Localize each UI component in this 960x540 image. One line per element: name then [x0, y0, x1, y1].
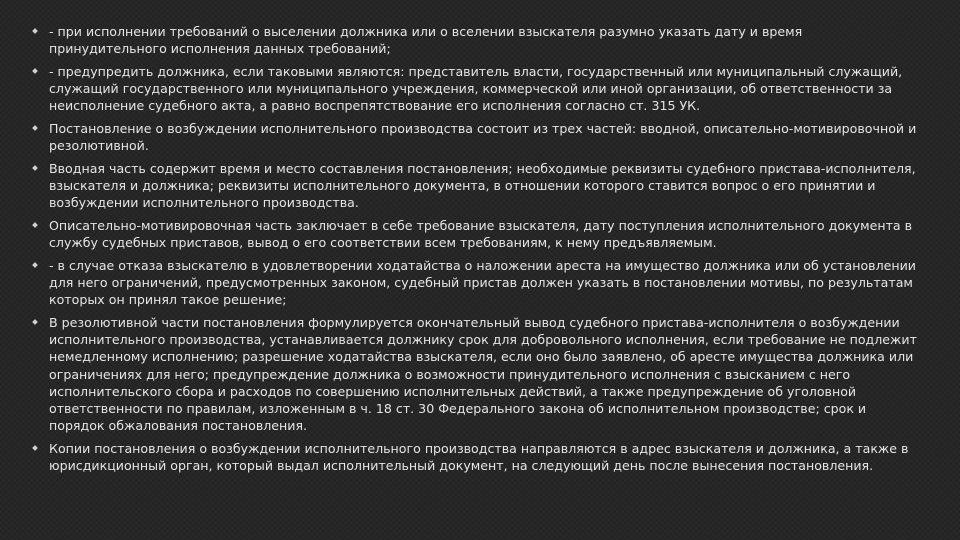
- bullet-item: [33, 160, 923, 212]
- bullet-text: Постановление о возбуждении исполнительного производства состоит из трех частей: вводной, описательно-мотивировочной и резолютивной.: [49, 121, 917, 154]
- bullet-item: [33, 440, 923, 474]
- bullet-item: [33, 63, 923, 115]
- diamond-bullet-icon: [32, 319, 38, 325]
- bullet-text: - предупредить должника, если таковыми являются: представитель власти, государственный или муниципальный служащий, служащий государственного или муниципального учреждения, коммерческой или иной организации, об ответственности за неисполнение судебного акта, а равно воспрепятствование его исполнения согласно ст. 315 УК.: [49, 63, 903, 114]
- bullet-text: Вводная часть содержит время и место составления постановления; необходимые реквизиты судебного пристава-исполнителя, взыскателя и должника; реквизиты исполнительного документа, в отношении которого ставится вопрос о его принятии и возбуждении исполнительного производства.: [49, 160, 916, 211]
- bullet-list: [33, 23, 923, 480]
- bullet-text: Описательно-мотивировочная часть заключает в себе требование взыскателя, дату поступления исполнительного документа в службу судебных приставов, вывод о его соответствии всем требованиям, к нему предъявляемым.: [49, 218, 913, 251]
- diamond-bullet-icon: [32, 125, 38, 131]
- diamond-bullet-icon: [32, 262, 38, 268]
- diamond-bullet-icon: [32, 222, 38, 228]
- diamond-bullet-icon: [32, 28, 38, 34]
- diamond-bullet-icon: [32, 445, 38, 451]
- bullet-text: Копии постановления о возбуждении исполнительного производства направляются в адрес взыскателя и должника, а также в юрисдикционный орган, который выдал исполнительный документ, на следующий день после вынесения постановления.: [49, 440, 909, 474]
- diamond-bullet-icon: [32, 165, 38, 171]
- bullet-item: [33, 217, 923, 251]
- bullet-text: В резолютивной части постановления формулируется окончательный вывод судебного пристава-исполнителя о возбуждении исполнительного производства, устанавливается должнику срок для добровольного исполнения, если требование не подлежит немедленному исполнению; разрешение ходатайства взыскателя, если оно было заявлено, об аресте имущества должника или ограничениях для него; предупреждение должника о возможности принудительного исполнения с взысканием с него исполнительского сбора и расходов по совершению исполнительных действий, а также предупреждение об уголовной ответственности по правилам, изложенным в ч. 18 ст. 30 Федерального закона об исполнительном производстве; срок и порядок обжалования постановления.: [49, 315, 917, 434]
- bullet-text: - в случае отказа взыскателю в удовлетворении ходатайства о наложении ареста на имущество должника или об установлении для него ограничений, предусмотренных законом, судебный пристав должен указать в постановлении мотивы, по результатам которых он принял такое решение;: [49, 257, 916, 308]
- diamond-bullet-icon: [32, 68, 38, 74]
- bullet-item: [33, 314, 923, 434]
- bullet-item: [33, 120, 923, 154]
- bullet-item: [33, 23, 923, 57]
- bullet-text: - при исполнении требований о выселении должника или о вселении взыскателя разумно указать дату и время принудительного исполнения данных требований;: [49, 24, 803, 57]
- bullet-item: [33, 257, 923, 309]
